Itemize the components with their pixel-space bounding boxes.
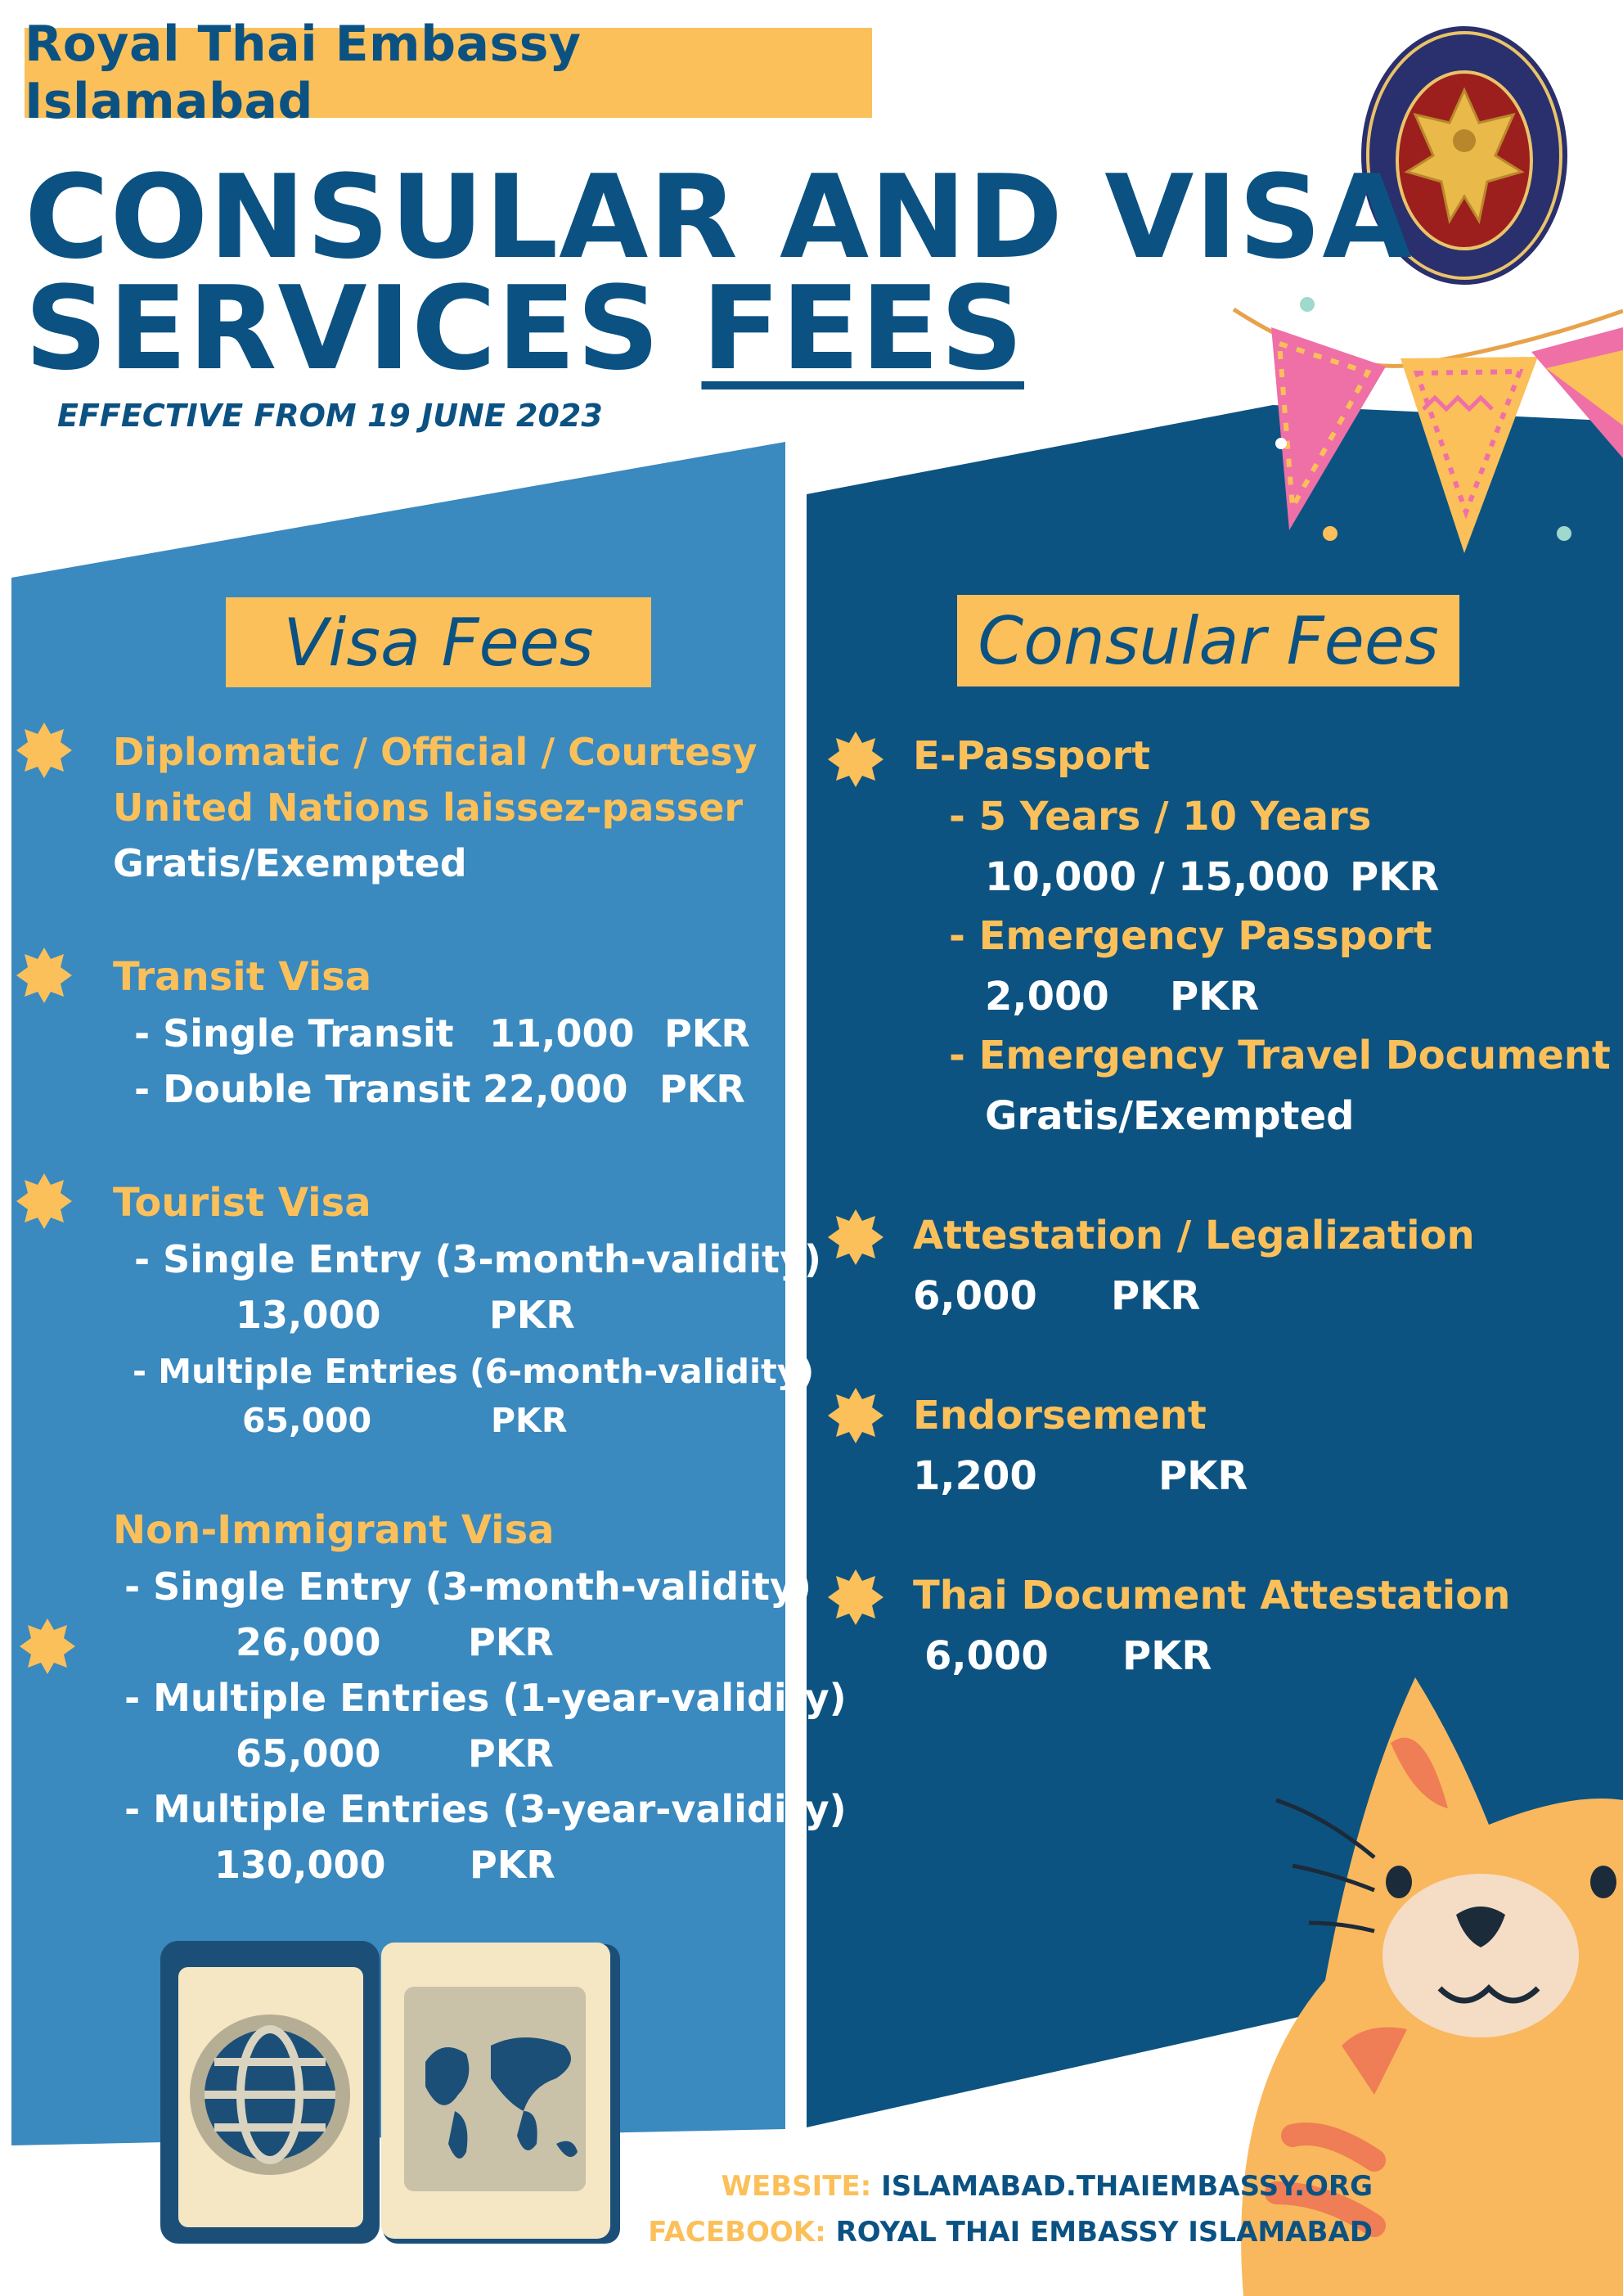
non-immigrant-visa-title: Non-Immigrant Visa (113, 1507, 555, 1553)
footer-facebook (648, 2216, 1373, 2249)
page-title (25, 151, 1413, 396)
visa-fees-heading: Visa Fees (226, 597, 651, 687)
title-line-2-prefix: SERVICES (25, 262, 702, 396)
emergency-passport-amount: 2,000 (985, 974, 1109, 1020)
etd-label: - Emergency Travel Document (949, 1033, 1611, 1078)
website-label: WEBSITE: (721, 2170, 872, 2203)
etd-fee: Gratis/Exempted (985, 1093, 1355, 1139)
nonimm-single-currency: PKR (468, 1620, 554, 1664)
visa-panel (11, 439, 785, 2145)
epassport-years-amount: 10,000 / 15,000 (985, 854, 1330, 900)
transit-double-currency: PKR (659, 1067, 745, 1111)
title-line-1: CONSULAR AND VISA (25, 151, 1413, 285)
tourist-multiple-amount: 65,000 (242, 1401, 372, 1440)
tourist-single-label: - Single Entry (3-month-validity) (134, 1237, 821, 1281)
emergency-passport-currency: PKR (1170, 974, 1260, 1020)
nonimm-3yr-currency: PKR (470, 1843, 555, 1887)
tourist-multiple-currency: PKR (491, 1401, 568, 1440)
nonimm-single-amount: 26,000 (236, 1620, 381, 1664)
title-line-2 (25, 262, 1413, 396)
consular-fees-heading: Consular Fees (957, 595, 1459, 687)
thai-doc-amount: 6,000 (924, 1633, 1049, 1679)
tourist-single-amount: 13,000 (236, 1293, 381, 1337)
passport-globe-icon (160, 1941, 380, 2244)
effective-date: EFFECTIVE FROM 19 JUNE 2023 (57, 398, 603, 434)
footer-website (721, 2170, 1373, 2203)
epassport-years-currency: PKR (1350, 854, 1440, 900)
facebook-label: FACEBOOK: (648, 2216, 826, 2249)
nonimm-3yr-amount: 130,000 (214, 1843, 386, 1887)
transit-double-amount: 22,000 (483, 1067, 628, 1111)
nonimm-3yr-label: - Multiple Entries (3-year-validity) (124, 1787, 847, 1831)
emergency-passport-label: - Emergency Passport (949, 913, 1432, 959)
transit-single-amount: 11,000 (489, 1011, 635, 1056)
website-link[interactable]: ISLAMABAD.THAIEMBASSY.ORG (881, 2170, 1373, 2203)
nonimm-1yr-currency: PKR (468, 1731, 554, 1776)
transit-single-currency: PKR (664, 1011, 750, 1056)
endorsement-title: Endorsement (913, 1393, 1207, 1438)
facebook-link[interactable]: ROYAL THAI EMBASSY ISLAMABAD (835, 2216, 1373, 2249)
world-map-book-icon (381, 1943, 620, 2244)
transit-visa-title: Transit Visa (113, 954, 372, 1000)
org-name-tag: Royal Thai Embassy Islamabad (25, 28, 872, 118)
thai-doc-title: Thai Document Attestation (913, 1573, 1511, 1618)
transit-single-label: - Single Transit (134, 1011, 454, 1056)
tourist-visa-title: Tourist Visa (113, 1180, 371, 1226)
diplomatic-line-2: United Nations laissez-passer (113, 786, 744, 830)
attestation-amount: 6,000 (913, 1273, 1037, 1319)
attestation-currency: PKR (1111, 1273, 1201, 1319)
endorsement-currency: PKR (1158, 1453, 1248, 1499)
diplomatic-line-1: Diplomatic / Official / Courtesy (113, 730, 758, 774)
tourist-single-currency: PKR (489, 1293, 575, 1337)
transit-double-label: - Double Transit (134, 1067, 471, 1111)
tourist-multiple-label: - Multiple Entries (6-month-validity) (133, 1352, 815, 1391)
nonimm-1yr-label: - Multiple Entries (1-year-validity) (124, 1676, 847, 1720)
diplomatic-fee: Gratis/Exempted (113, 841, 467, 885)
nonimm-1yr-amount: 65,000 (236, 1731, 381, 1776)
thai-doc-currency: PKR (1122, 1633, 1212, 1679)
title-fees-underlined: FEES (701, 262, 1024, 396)
epassport-years-label: - 5 Years / 10 Years (949, 794, 1372, 840)
nonimm-single-label: - Single Entry (3-month-validity) (124, 1564, 812, 1609)
attestation-title: Attestation / Legalization (913, 1213, 1475, 1258)
epassport-title: E-Passport (913, 733, 1151, 779)
endorsement-amount: 1,200 (913, 1453, 1037, 1499)
